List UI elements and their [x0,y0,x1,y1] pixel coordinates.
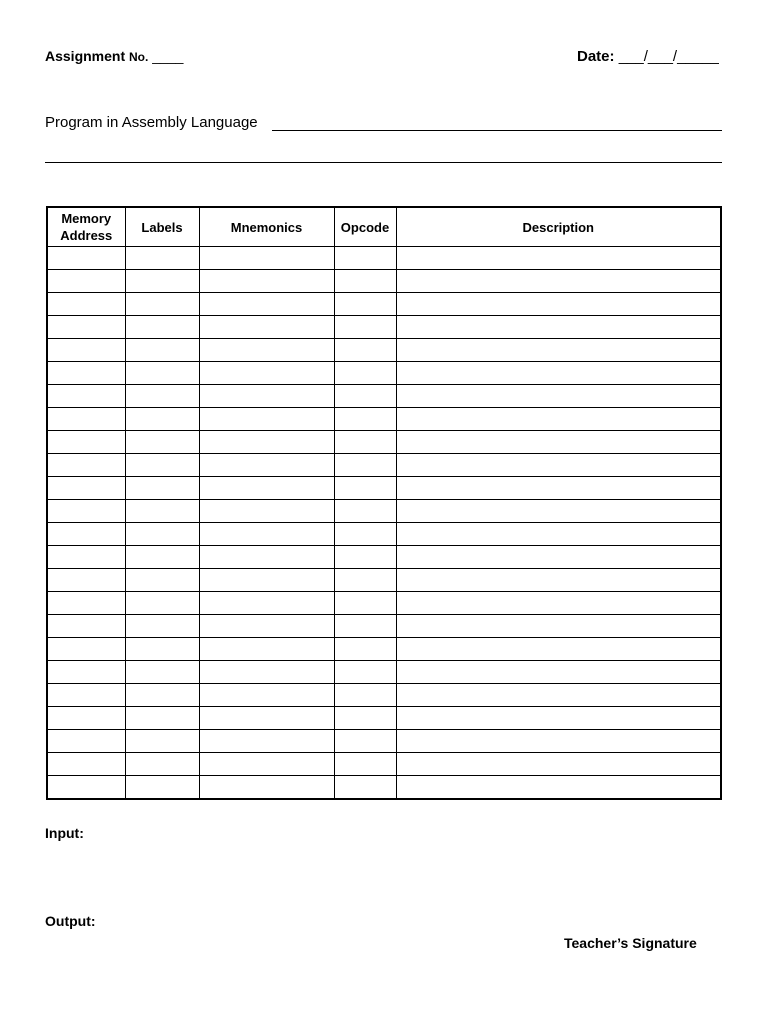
table-cell[interactable] [47,523,125,546]
assignment-label: Assignment [45,48,126,64]
table-cell[interactable] [125,615,199,638]
table-row [47,477,721,500]
column-header-opcode: Opcode [334,207,396,247]
table-cell[interactable] [47,385,125,408]
table-cell[interactable] [125,408,199,431]
table-cell[interactable] [125,500,199,523]
table-cell[interactable] [125,339,199,362]
table-cell[interactable] [199,247,334,270]
table-cell[interactable] [199,753,334,776]
table-cell[interactable] [334,339,396,362]
table-cell[interactable] [396,592,721,615]
table-cell[interactable] [334,477,396,500]
table-cell[interactable] [47,592,125,615]
program-label: Program in Assembly Language [45,114,258,131]
table-cell[interactable] [199,339,334,362]
table-cell[interactable] [125,385,199,408]
table-row [47,546,721,569]
table-row [47,753,721,776]
table-cell[interactable] [334,293,396,316]
table-cell[interactable] [334,431,396,454]
table-body [47,247,721,800]
date-label: Date: [577,48,615,65]
program-title-line[interactable] [272,130,722,131]
table-cell[interactable] [396,247,721,270]
table-cell[interactable] [199,661,334,684]
input-label: Input: [45,825,84,841]
assignment-no-label: No. [129,50,149,64]
table-cell[interactable] [334,385,396,408]
table-row [47,615,721,638]
column-header-mnemonics: Mnemonics [199,207,334,247]
table-cell[interactable] [47,431,125,454]
table-cell[interactable] [47,500,125,523]
table-cell[interactable] [125,477,199,500]
table-cell[interactable] [125,362,199,385]
table-cell[interactable] [334,408,396,431]
table-cell[interactable] [396,500,721,523]
table-cell[interactable] [334,707,396,730]
table-cell[interactable] [396,661,721,684]
table-cell[interactable] [125,753,199,776]
table-row [47,362,721,385]
table-cell[interactable] [396,776,721,800]
table-cell[interactable] [125,638,199,661]
table-cell[interactable] [199,523,334,546]
table-cell[interactable] [125,293,199,316]
table-cell[interactable] [396,753,721,776]
table-cell[interactable] [396,730,721,753]
table-cell[interactable] [396,316,721,339]
table-cell[interactable] [396,408,721,431]
table-row [47,385,721,408]
table-cell[interactable] [334,592,396,615]
table-cell[interactable] [125,592,199,615]
table-cell[interactable] [125,270,199,293]
table-cell[interactable] [47,293,125,316]
table-cell[interactable] [199,270,334,293]
table-cell[interactable] [334,661,396,684]
table-cell[interactable] [125,454,199,477]
table-cell[interactable] [334,684,396,707]
table-row [47,523,721,546]
table-cell[interactable] [125,776,199,800]
table-cell[interactable] [47,316,125,339]
table-cell[interactable] [125,523,199,546]
table-row [47,408,721,431]
teacher-signature-label: Teacher’s Signature [564,935,697,951]
table-cell[interactable] [199,546,334,569]
table-cell[interactable] [334,638,396,661]
table-cell[interactable] [199,615,334,638]
column-header-memory-address: Memory Address [47,207,125,247]
table-row [47,569,721,592]
table-cell[interactable] [396,431,721,454]
table-cell[interactable] [47,638,125,661]
table-cell[interactable] [125,247,199,270]
table-cell[interactable] [396,523,721,546]
table-cell[interactable] [47,408,125,431]
table-cell[interactable] [47,247,125,270]
table-cell[interactable] [125,569,199,592]
table-cell[interactable] [199,776,334,800]
program-table [46,206,722,800]
table-cell[interactable] [199,569,334,592]
table-cell[interactable] [334,569,396,592]
table-cell[interactable] [125,546,199,569]
table-header-row [47,207,721,247]
table-cell[interactable] [199,638,334,661]
table-row [47,316,721,339]
table-cell[interactable] [199,477,334,500]
table-cell[interactable] [396,707,721,730]
table-cell[interactable] [47,339,125,362]
table-cell[interactable] [47,569,125,592]
table-cell[interactable] [199,316,334,339]
table-cell[interactable] [47,362,125,385]
table-row [47,339,721,362]
table-cell[interactable] [396,615,721,638]
column-header-description: Description [396,207,721,247]
table-cell[interactable] [47,661,125,684]
table-row [47,293,721,316]
table-row [47,638,721,661]
table-cell[interactable] [47,684,125,707]
table-cell[interactable] [396,546,721,569]
column-header-labels: Labels [125,207,199,247]
table-row [47,247,721,270]
table-row [47,730,721,753]
table-cell[interactable] [47,707,125,730]
table-cell[interactable] [199,500,334,523]
table-cell[interactable] [396,569,721,592]
table-cell[interactable] [47,753,125,776]
table-cell[interactable] [199,362,334,385]
assignment-no-blank[interactable]: ____ [152,48,184,64]
table-cell[interactable] [125,684,199,707]
table-cell[interactable] [396,684,721,707]
table-cell[interactable] [199,454,334,477]
table-cell[interactable] [396,638,721,661]
assignment-heading [45,48,183,64]
table-row [47,431,721,454]
table-cell[interactable] [125,661,199,684]
table-cell[interactable] [396,293,721,316]
program-title-line-2[interactable] [45,162,722,163]
table-cell[interactable] [125,707,199,730]
table-row [47,592,721,615]
table-cell[interactable] [334,523,396,546]
table-row [47,661,721,684]
table-cell[interactable] [199,730,334,753]
table-cell[interactable] [396,454,721,477]
table-cell[interactable] [47,477,125,500]
table-cell[interactable] [334,615,396,638]
table-cell[interactable] [396,362,721,385]
table-cell[interactable] [125,730,199,753]
table-row [47,776,721,800]
table-cell[interactable] [199,707,334,730]
table-cell[interactable] [334,270,396,293]
table-cell[interactable] [125,316,199,339]
table-cell[interactable] [199,684,334,707]
table-cell[interactable] [396,270,721,293]
table-cell[interactable] [47,270,125,293]
table-cell[interactable] [334,500,396,523]
table-cell[interactable] [334,730,396,753]
date-field [577,48,719,65]
table-cell[interactable] [199,431,334,454]
table-row [47,684,721,707]
table-row [47,454,721,477]
table-row [47,270,721,293]
table-cell[interactable] [199,408,334,431]
output-label: Output: [45,913,96,929]
table-cell[interactable] [199,385,334,408]
table-cell[interactable] [334,362,396,385]
table-cell[interactable] [199,293,334,316]
table-cell[interactable] [47,730,125,753]
table-cell[interactable] [396,385,721,408]
table-cell[interactable] [47,615,125,638]
table-cell[interactable] [334,316,396,339]
table-cell[interactable] [47,454,125,477]
date-blank[interactable]: ___/___/_____ [618,48,719,65]
table-cell[interactable] [396,477,721,500]
table-row [47,707,721,730]
table-cell[interactable] [334,454,396,477]
table-cell[interactable] [199,592,334,615]
table-cell[interactable] [334,546,396,569]
table-cell[interactable] [47,776,125,800]
table-row [47,500,721,523]
table-cell[interactable] [334,247,396,270]
table-cell[interactable] [396,339,721,362]
table-cell[interactable] [334,753,396,776]
table-cell[interactable] [334,776,396,800]
table-cell[interactable] [47,546,125,569]
table-cell[interactable] [125,431,199,454]
